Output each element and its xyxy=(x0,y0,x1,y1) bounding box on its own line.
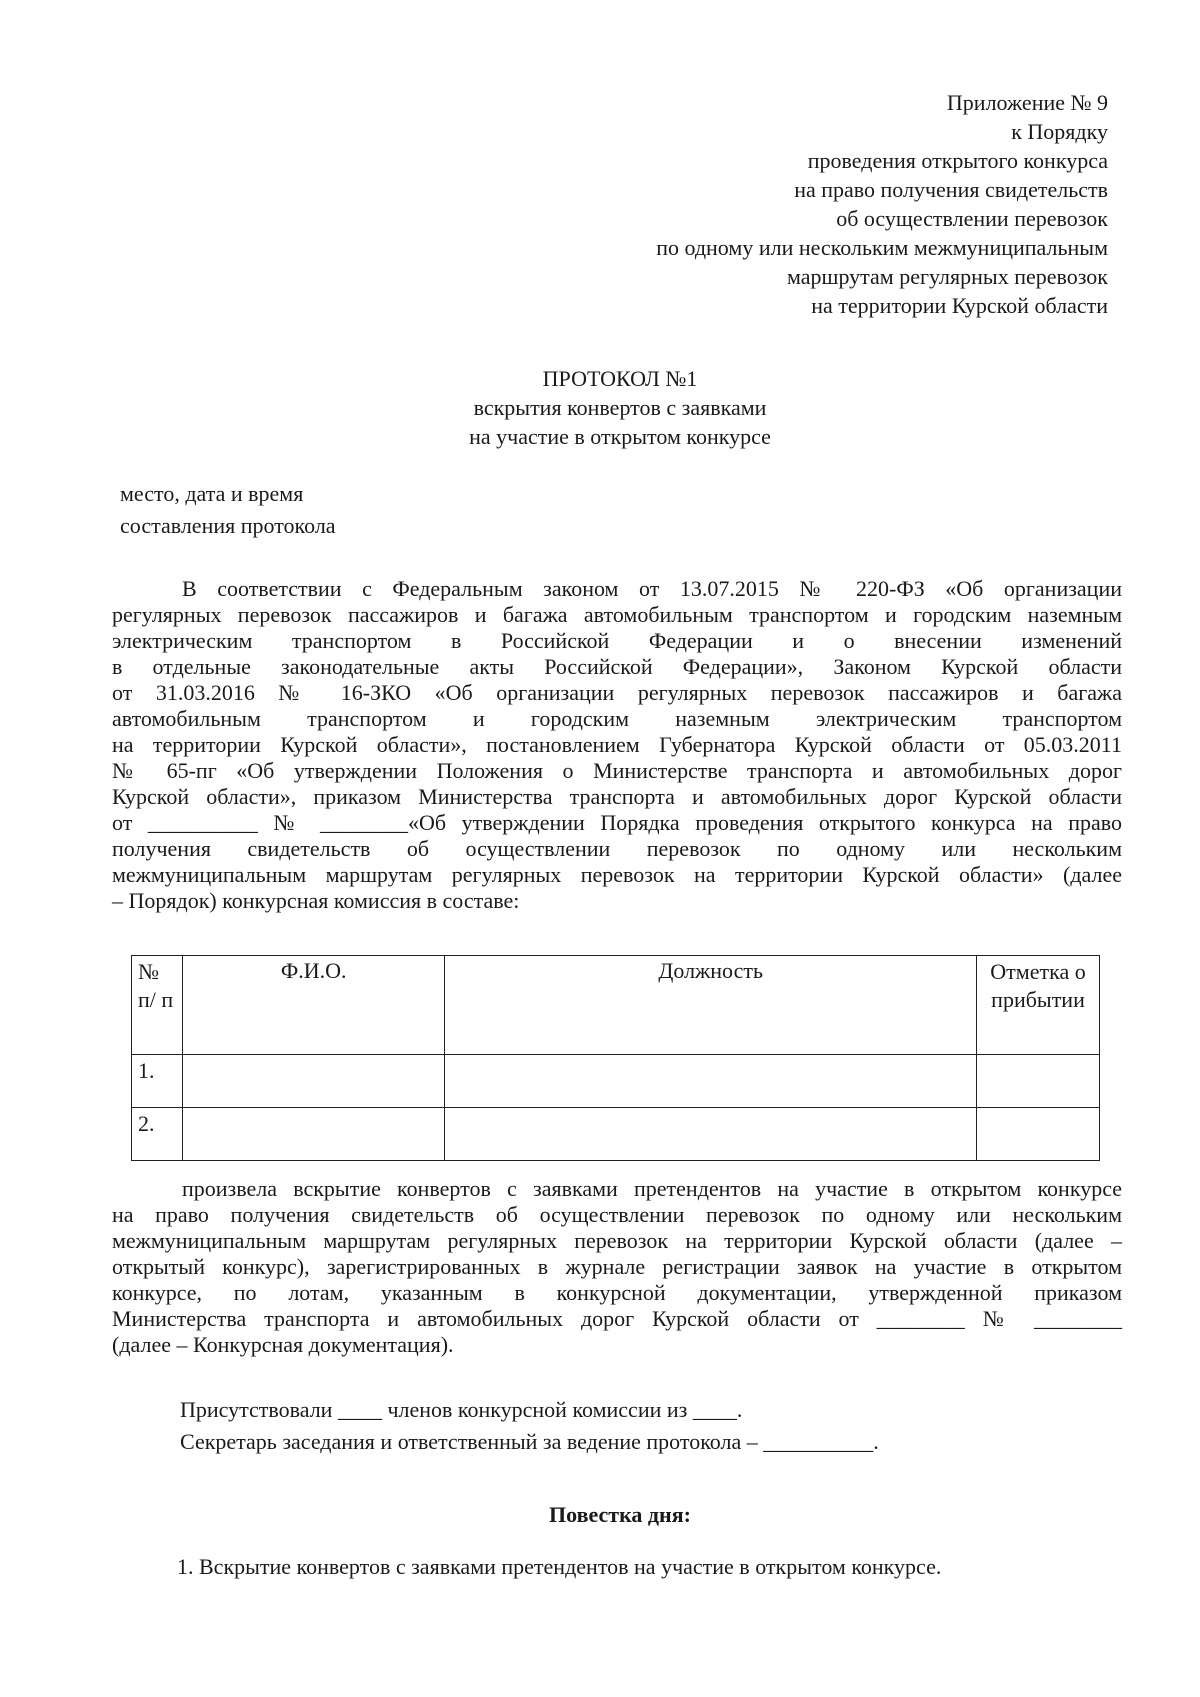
cell-position xyxy=(445,1108,977,1161)
paragraph-line: межмуниципальным маршрутам регулярных перевозок на территории Курской области» (далее xyxy=(112,862,1122,887)
paragraph-line: – Порядок) конкурсная комиссия в составе: xyxy=(112,888,520,913)
table-row xyxy=(132,1108,1100,1161)
paragraph-line: на территории Курской области», постановлением Губернатора Курской области от 05.03.2011 xyxy=(112,732,1122,757)
paragraph-line: регулярных перевозок пассажиров и багажа автомобильным транспортом и городским наземным xyxy=(112,602,1122,627)
cell-arrival-mark xyxy=(977,1055,1100,1108)
place-line-1: место, дата и время xyxy=(120,481,304,506)
appendix-line: по одному или нескольким межмуниципальным xyxy=(656,235,1108,260)
header-full-name: Ф.И.О. xyxy=(182,956,444,1055)
paragraph-line: на право получения свидетельств об осуществлении перевозок по одному или нескольким xyxy=(112,1202,1122,1227)
appendix-line: на право получения свидетельств xyxy=(794,177,1108,202)
title-line-2: вскрытия конвертов с заявками xyxy=(473,395,767,420)
table-row xyxy=(132,1055,1100,1108)
protocol-title xyxy=(0,364,1200,451)
paragraph-line: произвела вскрытие конвертов с заявками претендентов на участие в открытом конкурсе xyxy=(182,1176,1122,1201)
attendance-line: Присутствовали ____ членов конкурсной комиссии из ____. xyxy=(180,1397,743,1422)
table-header-row xyxy=(132,956,1100,1055)
paragraph-line: открытый конкурс), зарегистрированных в журнале регистрации заявок на участие в открытом xyxy=(112,1254,1122,1279)
attendance-block xyxy=(180,1394,879,1458)
paragraph-line: Курской области», приказом Министерства транспорта и автомобильных дорог Курской области xyxy=(112,784,1122,809)
paragraph-line: Министерства транспорта и автомобильных дорог Курской области от ________ № ________ xyxy=(112,1306,1122,1331)
paragraph-line: межмуниципальным маршрутам регулярных перевозок на территории Курской области (далее – xyxy=(112,1228,1122,1253)
paragraph-line: электрическим транспортом в Российской Федерации и о внесении изменений xyxy=(112,628,1122,653)
paragraph-line: В соответствии с Федеральным законом от 13.07.2015 № 220-ФЗ «Об организации xyxy=(182,576,1122,601)
agenda-item: 1. Вскрытие конвертов с заявками претендентов на участие в открытом конкурсе. xyxy=(177,1554,942,1579)
paragraph-legal-basis xyxy=(112,576,1122,914)
title-line-1: ПРОТОКОЛ №1 xyxy=(542,366,698,391)
cell-number: 1. xyxy=(132,1055,183,1108)
paragraph-line: получения свидетельств об осуществлении перевозок по одному или нескольким xyxy=(112,836,1122,861)
commission-members-table xyxy=(131,955,1100,1161)
paragraph-line: (далее – Конкурсная документация). xyxy=(112,1332,454,1357)
appendix-line: на территории Курской области xyxy=(811,293,1108,318)
place-date-time xyxy=(120,478,336,542)
cell-arrival-mark xyxy=(977,1108,1100,1161)
paragraph-opening xyxy=(112,1176,1122,1358)
cell-full-name xyxy=(182,1055,444,1108)
paragraph-line: в отдельные законодательные акты Российской Федерации», Законом Курской области xyxy=(112,654,1122,679)
paragraph-line: № 65-пг «Об утверждении Положения о Министерстве транспорта и автомобильных дорог xyxy=(112,758,1122,783)
paragraph-line: конкурсе, по лотам, указанным в конкурсной документации, утвержденной приказом xyxy=(112,1280,1122,1305)
cell-full-name xyxy=(182,1108,444,1161)
cell-position xyxy=(445,1055,977,1108)
appendix-line: об осуществлении перевозок xyxy=(836,206,1108,231)
secretary-line: Секретарь заседания и ответственный за ведение протокола – __________. xyxy=(180,1429,879,1454)
appendix-line: проведения открытого конкурса xyxy=(807,148,1108,173)
header-number: № п/ п xyxy=(132,956,183,1055)
agenda-title: Повестка дня: xyxy=(549,1502,691,1527)
paragraph-line: автомобильным транспортом и городским наземным электрическим транспортом xyxy=(112,706,1122,731)
appendix-line: Приложение № 9 xyxy=(946,90,1108,115)
paragraph-line: от 31.03.2016 № 16-ЗКО «Об организации регулярных перевозок пассажиров и багажа xyxy=(112,680,1122,705)
header-arrival-mark: Отметка о прибытии xyxy=(977,956,1100,1055)
place-line-2: составления протокола xyxy=(120,513,336,538)
appendix-line: к Порядку xyxy=(1011,119,1108,144)
cell-number: 2. xyxy=(132,1108,183,1161)
appendix-header xyxy=(508,88,1108,320)
title-line-3: на участие в открытом конкурсе xyxy=(469,424,771,449)
paragraph-line: от __________ № ________«Об утверждении Порядка проведения открытого конкурса на право xyxy=(112,810,1122,835)
appendix-line: маршрутам регулярных перевозок xyxy=(786,264,1108,289)
header-position: Должность xyxy=(445,956,977,1055)
